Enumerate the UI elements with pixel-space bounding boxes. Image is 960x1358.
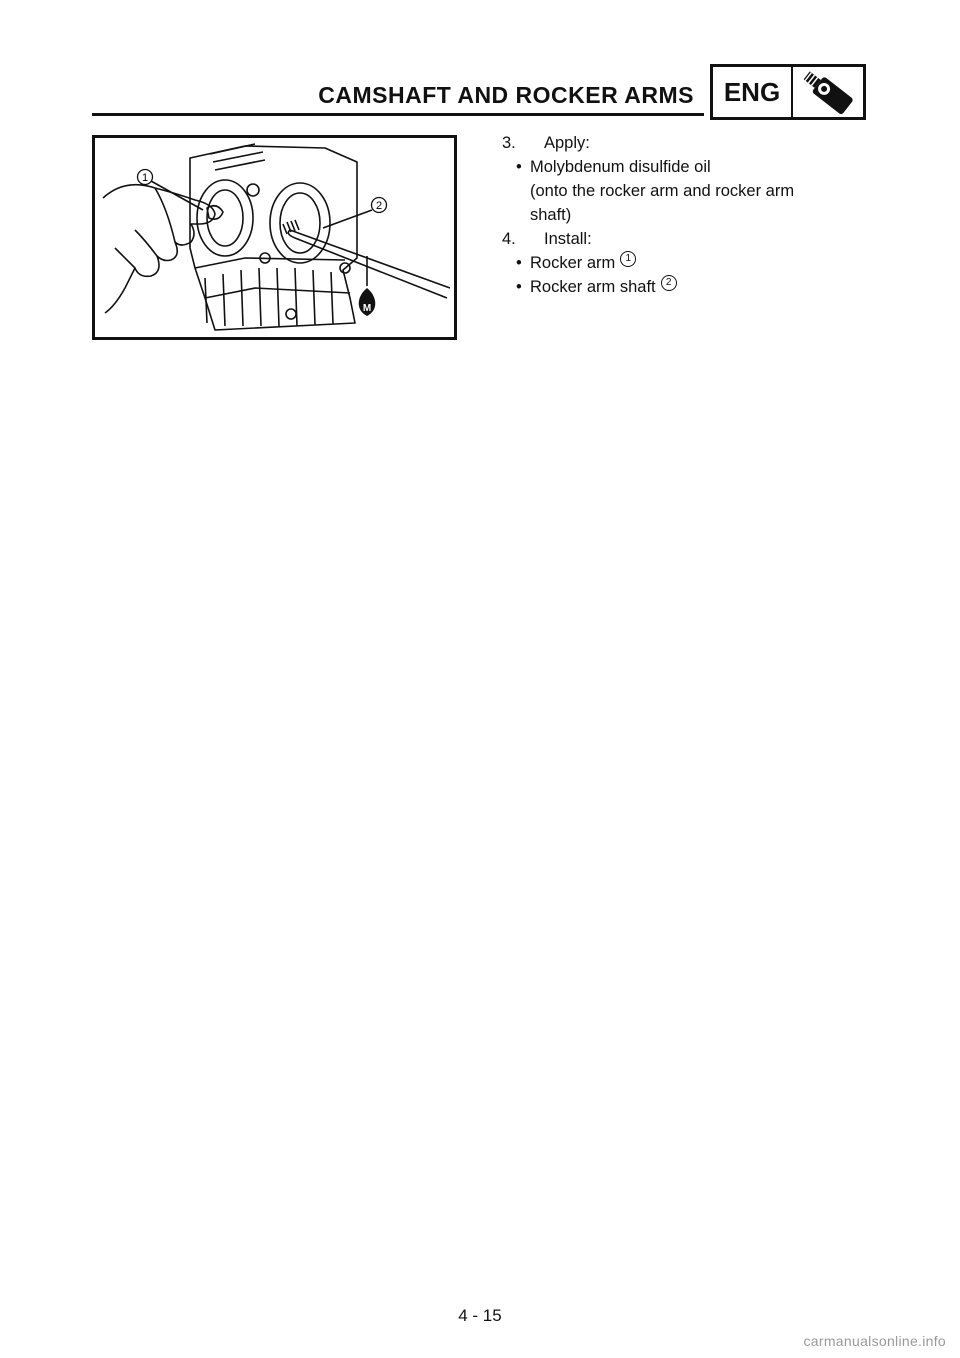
lubricant-symbol: M bbox=[362, 303, 372, 314]
bullet-item bbox=[502, 155, 868, 179]
step-title: Apply: bbox=[544, 134, 590, 152]
callout-ref: 2 bbox=[661, 275, 677, 291]
header-rule bbox=[92, 113, 704, 116]
watermark-text: carmanualsonline.info bbox=[803, 1333, 946, 1349]
step-3 bbox=[502, 131, 868, 227]
bullet-text: Molybdenum disulfide oil bbox=[530, 158, 711, 176]
procedure-steps bbox=[502, 131, 868, 299]
step-title: Install: bbox=[544, 230, 592, 248]
cylinder-head-drawing bbox=[95, 138, 454, 337]
step-number: 4. bbox=[502, 230, 516, 248]
page-number: 4 - 15 bbox=[458, 1306, 502, 1325]
callout-1-label: 1 bbox=[141, 172, 149, 184]
bullet-note-line: shaft) bbox=[530, 206, 572, 224]
bullet-item bbox=[502, 275, 868, 299]
bullet-note-line: (onto the rocker arm and rocker arm bbox=[530, 182, 795, 200]
step-4 bbox=[502, 227, 868, 299]
step-number: 3. bbox=[502, 134, 516, 152]
bullet-text: Rocker arm bbox=[530, 254, 616, 272]
callout-ref: 1 bbox=[620, 251, 636, 267]
bullet-icon: • bbox=[516, 278, 522, 296]
bullet-icon: • bbox=[516, 158, 522, 176]
engine-section-badge bbox=[710, 64, 866, 120]
section-tag: ENG bbox=[713, 67, 793, 117]
bullet-item bbox=[502, 251, 868, 275]
engine-bolt-icon bbox=[793, 67, 863, 117]
rocker-arm-illustration bbox=[92, 135, 457, 340]
bullet-text: Rocker arm shaft bbox=[530, 278, 656, 296]
callout-2-label: 2 bbox=[375, 200, 383, 212]
section-title: CAMSHAFT AND ROCKER ARMS bbox=[318, 82, 694, 108]
bullet-icon: • bbox=[516, 254, 522, 272]
